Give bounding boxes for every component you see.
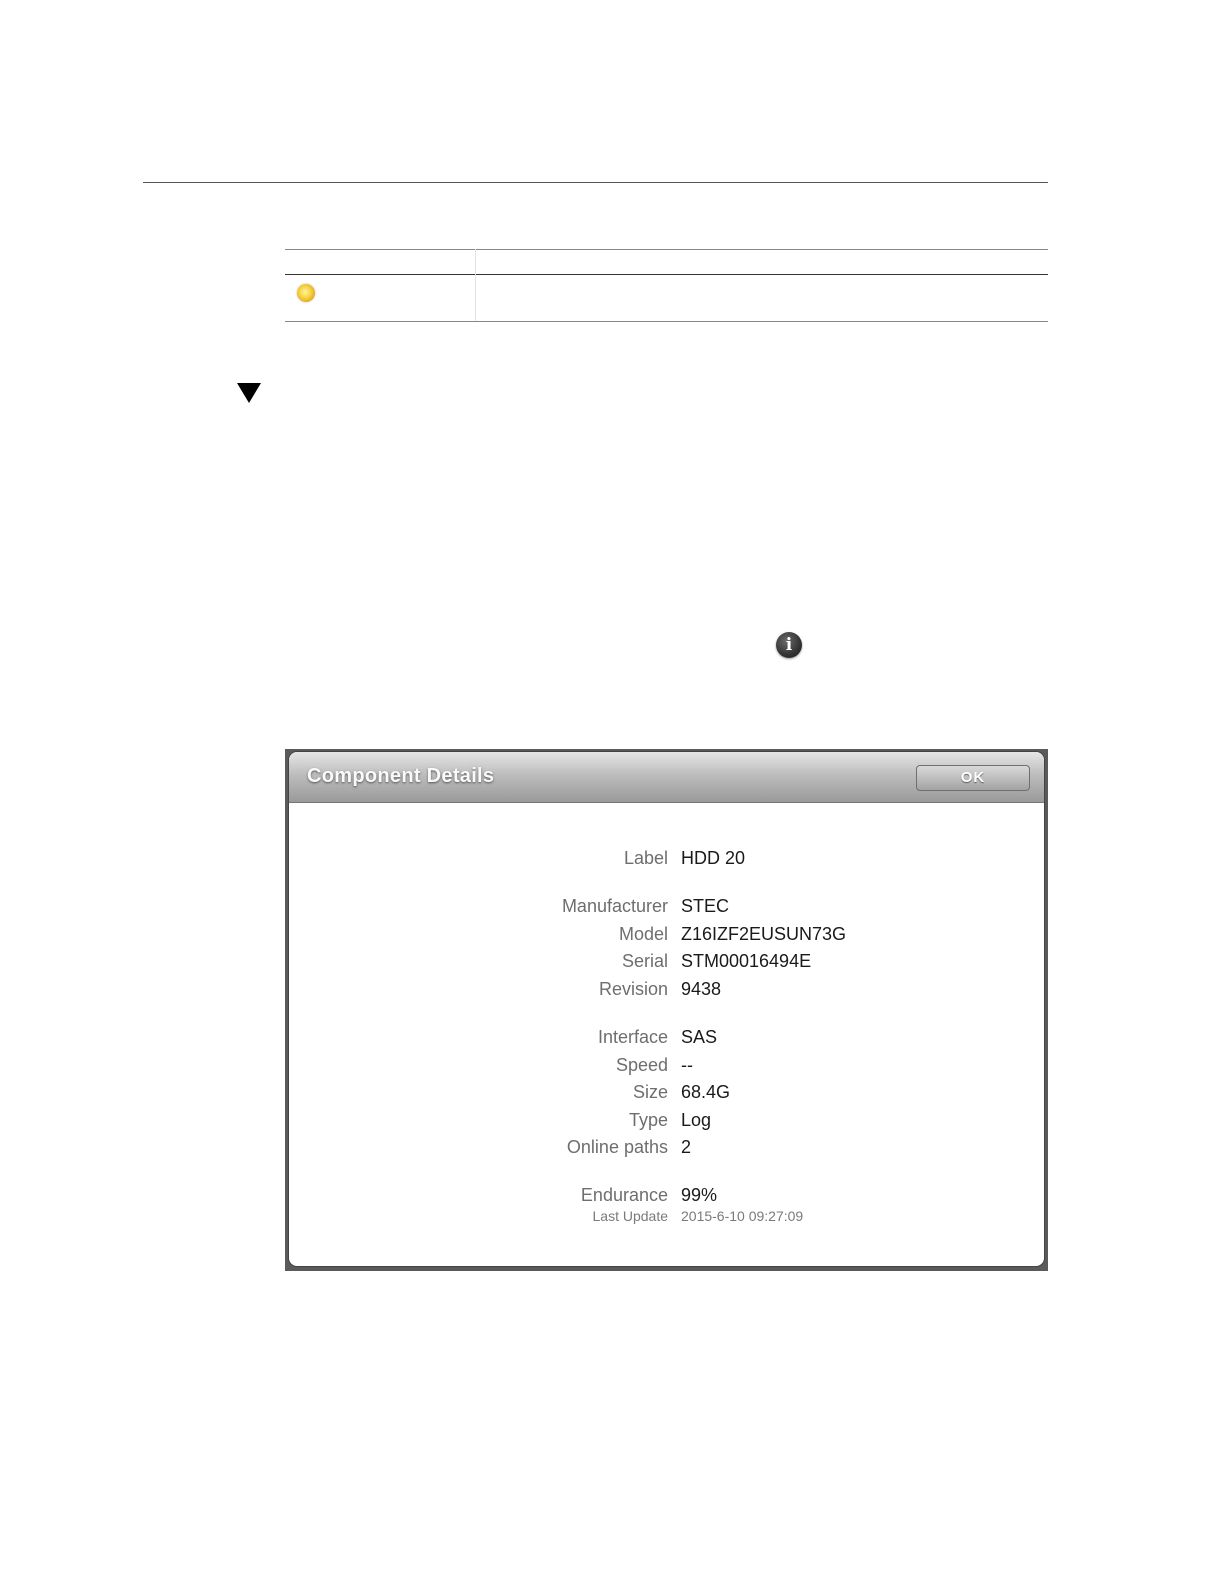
field-label-type: Type [628,1110,668,1130]
table-column-divider [475,249,476,321]
dialog-header [289,752,1044,803]
ok-button[interactable]: OK [916,765,1030,791]
info-icon[interactable]: i [776,632,802,658]
table-header-rule [285,274,1048,275]
field-value-speed: -- [681,1055,693,1075]
field-value-interface: SAS [681,1027,718,1047]
field-value-size: 68.4G [681,1082,731,1102]
field-label-speed: Speed [615,1055,668,1075]
table-bottom-rule [285,321,1048,322]
field-label-online-paths: Online paths [566,1137,668,1157]
field-value-revision: 9438 [681,979,722,999]
field-label-serial: Serial [621,951,668,971]
table-top-rule [285,249,1048,250]
field-label-last-update: Last Update [592,1208,668,1224]
dialog-title: Component Details [307,765,495,787]
field-value-last-update: 2015-6-10 09:27:09 [681,1208,804,1224]
field-value-type: Log [681,1110,712,1130]
field-value-endurance: 99% [681,1185,718,1205]
field-value-label: HDD 20 [681,848,746,868]
field-label-manufacturer: Manufacturer [561,896,668,916]
field-label-size: Size [632,1082,668,1102]
component-details-dialog [289,752,1044,1266]
field-label-endurance: Endurance [580,1185,668,1205]
field-label-label: Label [623,848,668,868]
page-header-rule [143,182,1048,183]
field-value-serial: STM00016494E [681,951,812,971]
triangle-down-icon [237,383,261,403]
field-value-manufacturer: STEC [681,896,730,916]
field-value-online-paths: 2 [681,1137,692,1157]
field-label-model: Model [618,924,668,944]
status-light-amber-icon [297,284,315,302]
field-value-model: Z16IZF2EUSUN73G [681,924,847,944]
field-label-revision: Revision [598,979,668,999]
field-label-interface: Interface [597,1027,668,1047]
